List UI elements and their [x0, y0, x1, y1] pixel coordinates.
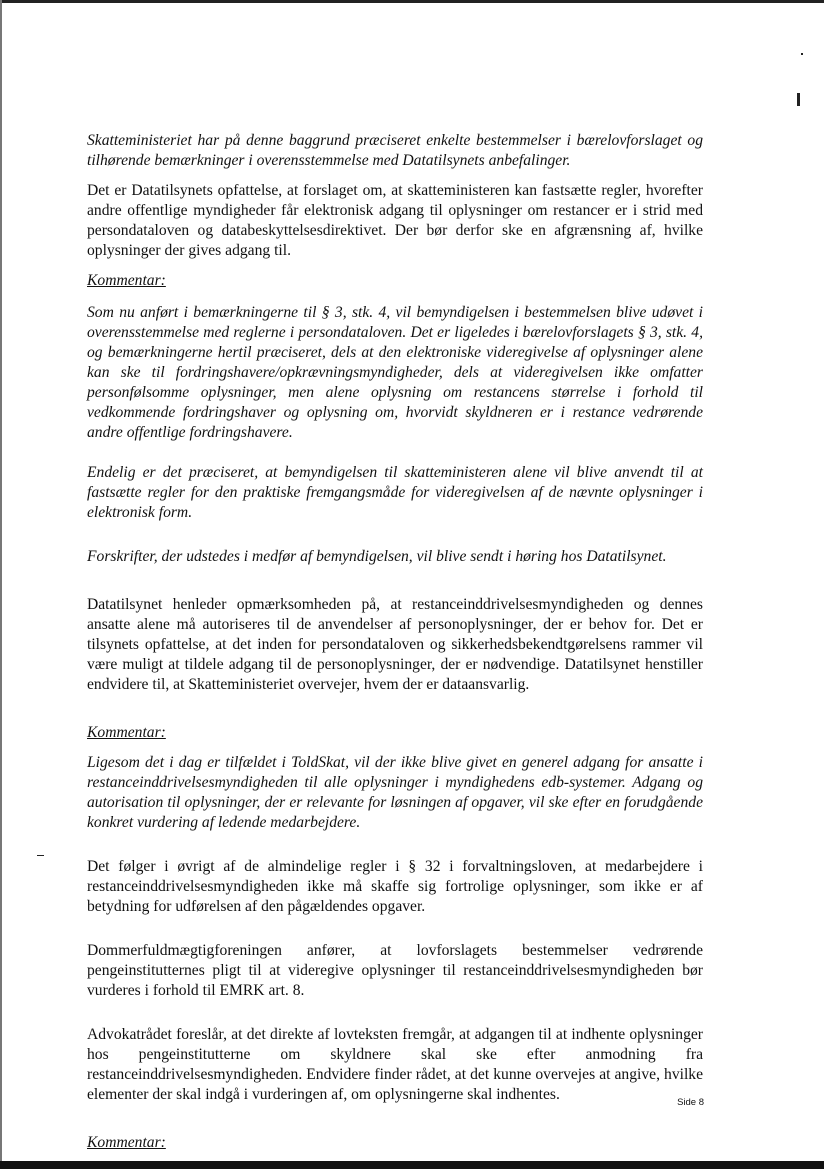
paragraph: Ligesom det i dag er tilfældet i ToldSkat, vil der ikke blive givet en generel adgang for ansatte i restanceinddrivelsesmyndigheden til alle oplysninger i myndighedens edb-systemer. Adgang og autorisation til oplysninger, der er relevante for løsningen af opgaver, vil ske efter en forudgående konkret vurdering af ledende medarbejdere. [87, 754, 703, 831]
paragraph: Advokatrådet foreslår, at det direkte af lovteksten fremgår, at adgangen til at indhente oplysninger hos pengeinstitutterne om skyldnere skal ske efter anmodning fra restanceinddrivelsesmyndigheden. Endvidere finder rådet, at det kunne overvejes at angive, hvilke elementer der skal indgå i vurderingen af, om oplysningerne skal indhentes. [87, 1026, 703, 1103]
scan-top-edge [0, 0, 824, 3]
paragraph: Endelig er det præciseret, at bemyndigelsen til skatteministeren alene vil blive anvendt til at fastsætte regler for den praktiske fremgangsmåde for videregivelsen af de nævnte oplysninger i elektronisk form. [87, 464, 703, 521]
scan-speck [801, 53, 803, 55]
paragraph: Som nu anført i bemærkningerne til § 3, stk. 4, vil bemyndigelsen i bestemmelsen blive udøvet i overensstemmelse med reglerne i persondataloven. Det er ligeledes i bærelovforslagets § 3, stk. 4, og bemærkningerne hertil præciseret, dels at den elektroniske videregivelse af oplysninger alene kan ske til fordringshavere/opkrævningsmyndigheder, dels at videregivelsen ikke omfatter personfølsomme oplysninger, men alene oplysning om restancens størrelse i forhold til vedkommende fordringshaver og oplysning om, hvorvidt skyldneren er i restance vedrørende andre offentlige fordringshavere. [87, 304, 703, 441]
scan-speck [37, 855, 44, 856]
comment-heading: Kommentar: [87, 1134, 166, 1151]
paragraph: Det er Datatilsynets opfattelse, at forslaget om, at skatteministeren kan fastsætte regler, hvorefter andre offentlige myndigheder får elektronisk adgang til oplysninger om restancer er i strid med persondataloven og databeskyttelsesdirektivet. Der bør derfor ske en afgrænsning af, hvilke oplysninger der gives adgang til. [87, 182, 703, 259]
comment-heading: Kommentar: [87, 272, 166, 289]
comment-heading: Kommentar: [87, 724, 166, 741]
paragraph: Skatteministeriet har på denne baggrund præciseret enkelte bestemmelser i bærelovforslaget og tilhørende bemærkninger i overensstemmelse med Datatilsynets anbefalinger. [87, 132, 703, 169]
paragraph: Dommerfuldmægtigforeningen anfører, at lovforslagets bestemmelser vedrørende pengeinstitutternes pligt til at videregive oplysninger til restanceinddrivelsesmyndigheden bør vurderes i forhold til EMRK art. 8. [87, 942, 703, 999]
document-body [87, 131, 703, 1153]
scan-bottom-edge [0, 1161, 824, 1169]
paragraph: Datatilsynet henleder opmærksomheden på, at restanceinddrivelsesmyndigheden og dennes ansatte alene må autoriseres til de anvendelser af personoplysninger, der er behov for. Det er tilsynets opfattelse, at det inden for persondataloven og sikkerhedsbekendtgørelsens rammer vil være muligt at tildele adgang til de personoplysninger, der er nødvendige. Datatilsynet henstiller endvidere til, at Skatteministeriet overvejer, hvem der er dataansvarlig. [87, 596, 703, 693]
scan-speck [797, 93, 800, 106]
scan-left-edge [0, 0, 2, 1169]
paragraph: Det følger i øvrigt af de almindelige regler i § 32 i forvaltningsloven, at medarbejdere i restanceinddrivelsesmyndigheden ikke må skaffe sig fortrolige oplysninger, som ikke er af betydning for udførelsen af den pågældendes opgaver. [87, 858, 703, 915]
page-number: Side 8 [677, 1097, 704, 1108]
paragraph: Forskrifter, der udstedes i medfør af bemyndigelsen, vil blive sendt i høring hos Datatilsynet. [87, 548, 667, 565]
